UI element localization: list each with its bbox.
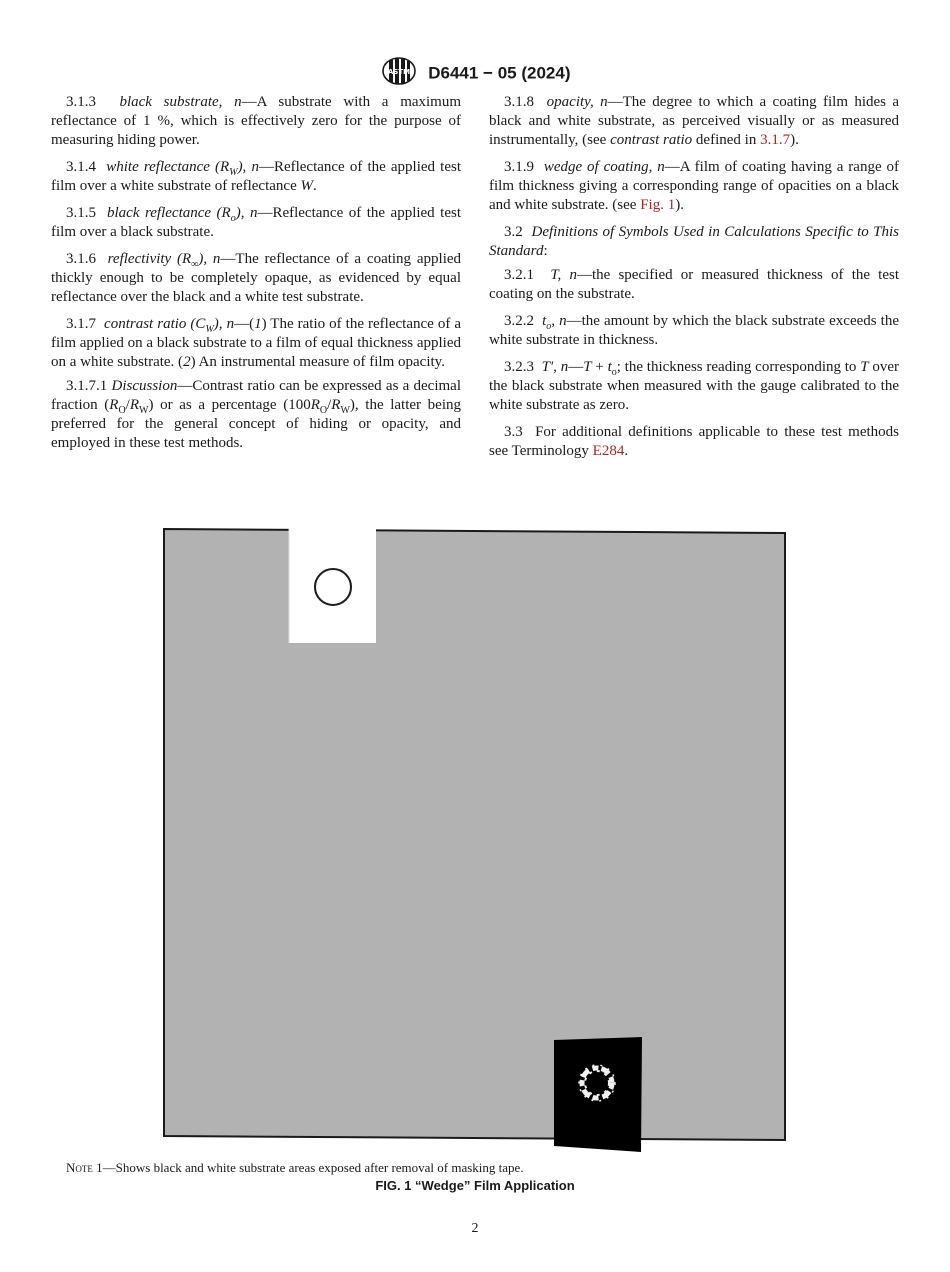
white-substrate-area [289,527,376,643]
page-number: 2 [471,1221,479,1236]
link-e284[interactable]: E284 [592,443,625,459]
definition-3-2-2: 3.2.2 $t_o$, n—the amount by which the black substrate exceeds the white substrate in thickness. [489,313,899,348]
right-column [489,93,899,469]
figure-note: Note 1—Shows black and white substrate areas exposed after removal of masking tape. [66,1160,524,1175]
document-id: D6441 − 05 (2024) [428,63,571,83]
definition-3-1-9: 3.1.9 wedge of coating, n—A film of coating having a range of film thickness giving a corresponding range of opacities on a black and white substrate. (see Fig. 1). [489,159,900,213]
wedge-figure [160,525,790,1157]
section-3-2: 3.2 Definitions of Symbols Used in Calculations Specific to This Standard: [489,224,900,259]
page-header [0,56,950,91]
definition-3-1-5: 3.1.5 black reflectance $(R_o)$, n—Reflectance of the applied test film over a black substrate. [51,205,462,240]
definition-3-1-6: 3.1.6 reflectivity $(R_\infty)$, n—The reflectance of a coating applied thickly enough to be completely opaque, as evidenced by equal reflectance over the black and a white test substrate. [51,251,462,305]
link-3-1-7[interactable]: 3.1.7 [760,132,791,148]
link-fig-1[interactable]: Fig. 1 [640,197,676,213]
definition-3-1-4: 3.1.4 white reflectance $(R_W)$, n—Reflectance of the applied test film over a white substrate of reflectance W. [51,159,461,194]
discussion-3-1-7-1: 3.1.7.1 Discussion—Contrast ratio can be expressed as a decimal fraction $(R_O/R_W)$ or as a percentage $(100R_O/R_W)$, the latter being preferred for the general concept of hiding or opacity, and employed in these test methods. [51,378,462,451]
definition-3-1-3: 3.1.3 black substrate, n—A substrate with a maximum reflectance of 1 %, which is effectively zero for the purpose of measuring hiding power. [51,94,462,148]
section-3-3: 3.3 For additional definitions applicable to these test methods see Terminology E284. [489,424,900,459]
definition-3-1-8: 3.1.8 opacity, n—The degree to which a coating film hides a black and white substrate, as perceived visually or as measured instrumentally, (see contrast ratio defined in 3.1.7). [489,94,900,148]
left-column [51,93,461,461]
logo-text: ASTM [387,68,410,76]
definition-3-2-3: 3.2.3 T', n—T + $t_o$; the thickness reading corresponding to T over the black substrate when measured with the gauge calibrated to the white substrate as zero. [489,359,900,413]
astm-logo-icon [380,56,418,91]
definition-3-1-7: 3.1.7 contrast ratio $(C_W)$, n—(1) The ratio of the reflectance of a film applied on a black substrate to a film of equal thickness applied on a white substrate. (2) An instrumental measure of film opacity. [51,316,462,370]
gray-coated-panel [164,529,785,1140]
definition-3-2-1: 3.2.1 T, n—the specified or measured thickness of the test coating on the substrate. [489,267,900,302]
figure-caption: FIG. 1 “Wedge” Film Application [375,1178,575,1193]
